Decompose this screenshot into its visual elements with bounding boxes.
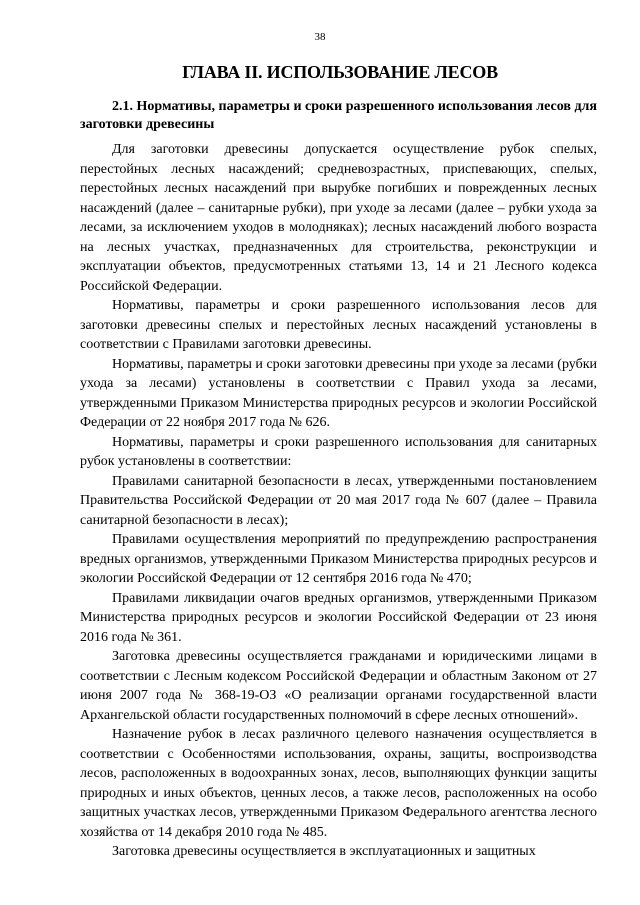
paragraph: Для заготовки древесины допускается осуществление рубок спелых, перестойных лесных насаждений; средневозрастных, приспевающих, спелых, перестойных лесных насаждений при вырубке погибших и поврежденных лесных насаждений (далее – санитарные рубки), при уходе за лесами (далее – рубки ухода за лесами, за исключением уходов в молодняках); лесных насаждений любого возраста на лесных участках, предназначенных для строительства, реконструкции и эксплуатации объектов, предусмотренных статьями 13, 14 и 21 Лесного кодекса Российской Федерации. (80, 142, 597, 294)
body-text (80, 140, 597, 862)
page-number: 38 (314, 31, 326, 43)
paragraph: Нормативы, параметры и сроки разрешенного использования для санитарных рубок установлены в соответствии: (80, 434, 597, 469)
paragraph: Правилами осуществления мероприятий по предупреждению распространения вредных организмов, утвержденными Приказом Министерства природных ресурсов и экологии Российской Федерации от 12 сентября 2016 года № 470; (80, 532, 597, 586)
paragraph: Нормативы, параметры и сроки разрешенного использования лесов для заготовки древесины спелых и перестойных лесных насаждений установлены в соответствии с Правилами заготовки древесины. (80, 298, 597, 352)
paragraph: Заготовка древесины осуществляется в эксплуатационных и защитных (112, 844, 536, 859)
paragraph: Правилами санитарной безопасности в лесах, утвержденными постановлением Правительства Российской Федерации от 20 мая 2017 года № 607 (далее – Правила санитарной безопасности в лесах); (80, 473, 597, 528)
section-title: 2.1. Нормативы, параметры и сроки разрешенного использования лесов для заготовки древесины (80, 99, 597, 132)
paragraph: Правилами ликвидации очагов вредных организмов, утвержденными Приказом Министерства природных ресурсов и экологии Российской Федерации от 23 июня 2016 года № 361. (80, 590, 597, 645)
paragraph: Назначение рубок в лесах различного целевого назначения осуществляется в соответствии с Особенностями использования, охраны, защиты, воспроизводства лесов, расположенных в водоохранных зонах, лесов, выполняющих функции защиты природных и иных объектов, ценных лесов, а также лесов, расположенных на особо защитных участках лесов, утвержденными Приказом Федерального агентства лесного хозяйства от 14 декабря 2010 года № 485. (80, 727, 597, 840)
paragraph: Заготовка древесины осуществляется гражданами и юридическими лицами в соответствии с Лесным кодексом Российской Федерации и областным Законом от 27 июня 2007 года № 368-19-ОЗ «О реализации органами государственной власти Архангельской области государственных полномочий в сфере лесных отношений». (80, 649, 597, 723)
chapter-title: ГЛАВА II. ИСПОЛЬЗОВАНИЕ ЛЕСОВ (182, 62, 498, 82)
paragraph: Нормативы, параметры и сроки заготовки древесины при уходе за лесами (рубки ухода за лесами) установлены в соответствии с Правил ухода за лесами, утвержденными Приказом Министерства природных ресурсов и экологии Российской Федерации от 22 ноября 2017 года № 626. (80, 356, 597, 430)
